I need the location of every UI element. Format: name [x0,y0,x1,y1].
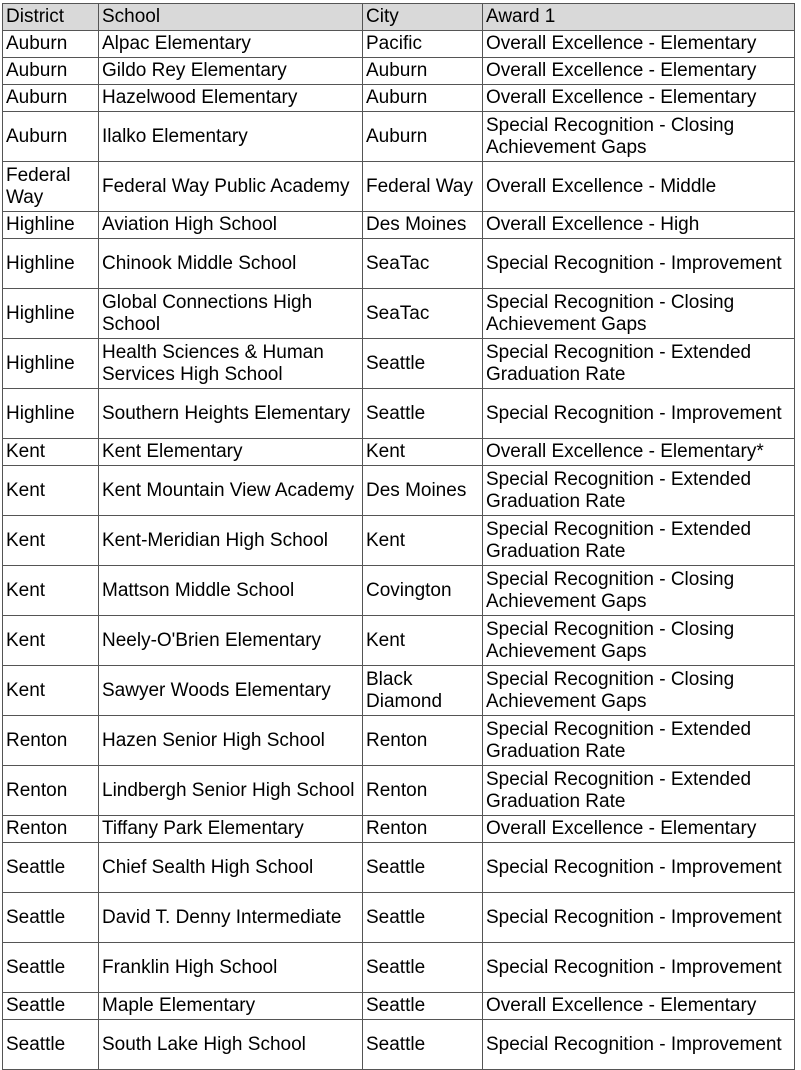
table-row [3,766,795,816]
cell-school: Health Sciences & Human Services High School [99,339,363,389]
cell-award: Special Recognition - Improvement [483,239,795,289]
cell-school: Federal Way Public Academy [99,162,363,212]
table-row [3,289,795,339]
cell-award: Special Recognition - Extended Graduation Rate [483,516,795,566]
cell-city: Renton [363,716,483,766]
cell-school: Kent Mountain View Academy [99,466,363,516]
cell-school: Kent-Meridian High School [99,516,363,566]
cell-district: Seattle [3,993,99,1020]
cell-district: Renton [3,816,99,843]
cell-district: Highline [3,212,99,239]
cell-award: Special Recognition - Extended Graduation Rate [483,466,795,516]
header-award: Award 1 [483,4,795,31]
cell-school: Maple Elementary [99,993,363,1020]
cell-school: Mattson Middle School [99,566,363,616]
cell-district: Renton [3,766,99,816]
table-row [3,466,795,516]
cell-school: Alpac Elementary [99,31,363,58]
cell-district: Auburn [3,85,99,112]
cell-district: Auburn [3,112,99,162]
table-row [3,666,795,716]
cell-city: Seattle [363,843,483,893]
cell-city: Kent [363,439,483,466]
cell-city: Seattle [363,339,483,389]
table-row [3,339,795,389]
cell-city: SeaTac [363,289,483,339]
cell-award: Overall Excellence - High [483,212,795,239]
cell-city: Des Moines [363,212,483,239]
cell-district: Highline [3,239,99,289]
cell-district: Highline [3,289,99,339]
cell-city: Seattle [363,993,483,1020]
cell-city: Kent [363,616,483,666]
cell-district: Auburn [3,58,99,85]
cell-city: Seattle [363,389,483,439]
cell-school: David T. Denny Intermediate [99,893,363,943]
cell-district: Kent [3,516,99,566]
cell-school: Ilalko Elementary [99,112,363,162]
cell-school: Kent Elementary [99,439,363,466]
table-row [3,112,795,162]
cell-award: Special Recognition - Improvement [483,1020,795,1070]
cell-district: Kent [3,616,99,666]
cell-award: Overall Excellence - Elementary [483,31,795,58]
cell-school: Hazen Senior High School [99,716,363,766]
table-row [3,162,795,212]
header-district: District [3,4,99,31]
cell-award: Overall Excellence - Elementary [483,58,795,85]
cell-award: Special Recognition - Closing Achievement Gaps [483,566,795,616]
table-row [3,389,795,439]
cell-district: Seattle [3,1020,99,1070]
table-row [3,31,795,58]
cell-district: Renton [3,716,99,766]
cell-award: Overall Excellence - Elementary [483,816,795,843]
cell-school: Chief Sealth High School [99,843,363,893]
cell-award: Special Recognition - Closing Achievement Gaps [483,616,795,666]
cell-award: Special Recognition - Improvement [483,843,795,893]
cell-district: Highline [3,339,99,389]
cell-city: Auburn [363,85,483,112]
cell-school: Tiffany Park Elementary [99,816,363,843]
cell-city: Covington [363,566,483,616]
cell-city: Des Moines [363,466,483,516]
cell-district: Kent [3,666,99,716]
table-row [3,85,795,112]
header-city: City [363,4,483,31]
cell-city: SeaTac [363,239,483,289]
cell-city: Black Diamond [363,666,483,716]
cell-district: Federal Way [3,162,99,212]
cell-city: Seattle [363,943,483,993]
cell-district: Kent [3,566,99,616]
cell-city: Auburn [363,112,483,162]
table-row [3,716,795,766]
cell-city: Kent [363,516,483,566]
table-row [3,58,795,85]
cell-award: Special Recognition - Extended Graduation Rate [483,766,795,816]
cell-district: Kent [3,439,99,466]
cell-city: Renton [363,816,483,843]
cell-award: Special Recognition - Closing Achievement Gaps [483,289,795,339]
cell-school: Chinook Middle School [99,239,363,289]
cell-school: Global Connections High School [99,289,363,339]
cell-district: Seattle [3,893,99,943]
cell-school: Aviation High School [99,212,363,239]
cell-city: Auburn [363,58,483,85]
cell-award: Overall Excellence - Elementary* [483,439,795,466]
cell-school: Sawyer Woods Elementary [99,666,363,716]
table-row [3,239,795,289]
cell-district: Auburn [3,31,99,58]
cell-award: Overall Excellence - Middle [483,162,795,212]
cell-school: South Lake High School [99,1020,363,1070]
header-row [3,4,795,31]
cell-city: Pacific [363,31,483,58]
table-row [3,843,795,893]
cell-district: Kent [3,466,99,516]
cell-award: Overall Excellence - Elementary [483,85,795,112]
cell-award: Special Recognition - Extended Graduation Rate [483,716,795,766]
table-row [3,1020,795,1070]
table-row [3,212,795,239]
table-row [3,943,795,993]
cell-school: Gildo Rey Elementary [99,58,363,85]
cell-school: Franklin High School [99,943,363,993]
cell-school: Southern Heights Elementary [99,389,363,439]
cell-award: Special Recognition - Improvement [483,389,795,439]
table-row [3,816,795,843]
table-row [3,566,795,616]
cell-award: Overall Excellence - Elementary [483,993,795,1020]
cell-award: Special Recognition - Extended Graduation Rate [483,339,795,389]
cell-award: Special Recognition - Improvement [483,893,795,943]
cell-award: Special Recognition - Improvement [483,943,795,993]
cell-city: Seattle [363,1020,483,1070]
cell-district: Seattle [3,943,99,993]
header-school: School [99,4,363,31]
cell-city: Renton [363,766,483,816]
table-row [3,616,795,666]
cell-school: Neely-O'Brien Elementary [99,616,363,666]
table-row [3,993,795,1020]
cell-district: Seattle [3,843,99,893]
table-row [3,516,795,566]
table-row [3,893,795,943]
cell-city: Federal Way [363,162,483,212]
cell-city: Seattle [363,893,483,943]
cell-school: Lindbergh Senior High School [99,766,363,816]
cell-school: Hazelwood Elementary [99,85,363,112]
cell-award: Special Recognition - Closing Achievement Gaps [483,666,795,716]
cell-district: Highline [3,389,99,439]
table-row [3,439,795,466]
awards-table [2,3,795,1070]
cell-award: Special Recognition - Closing Achievement Gaps [483,112,795,162]
